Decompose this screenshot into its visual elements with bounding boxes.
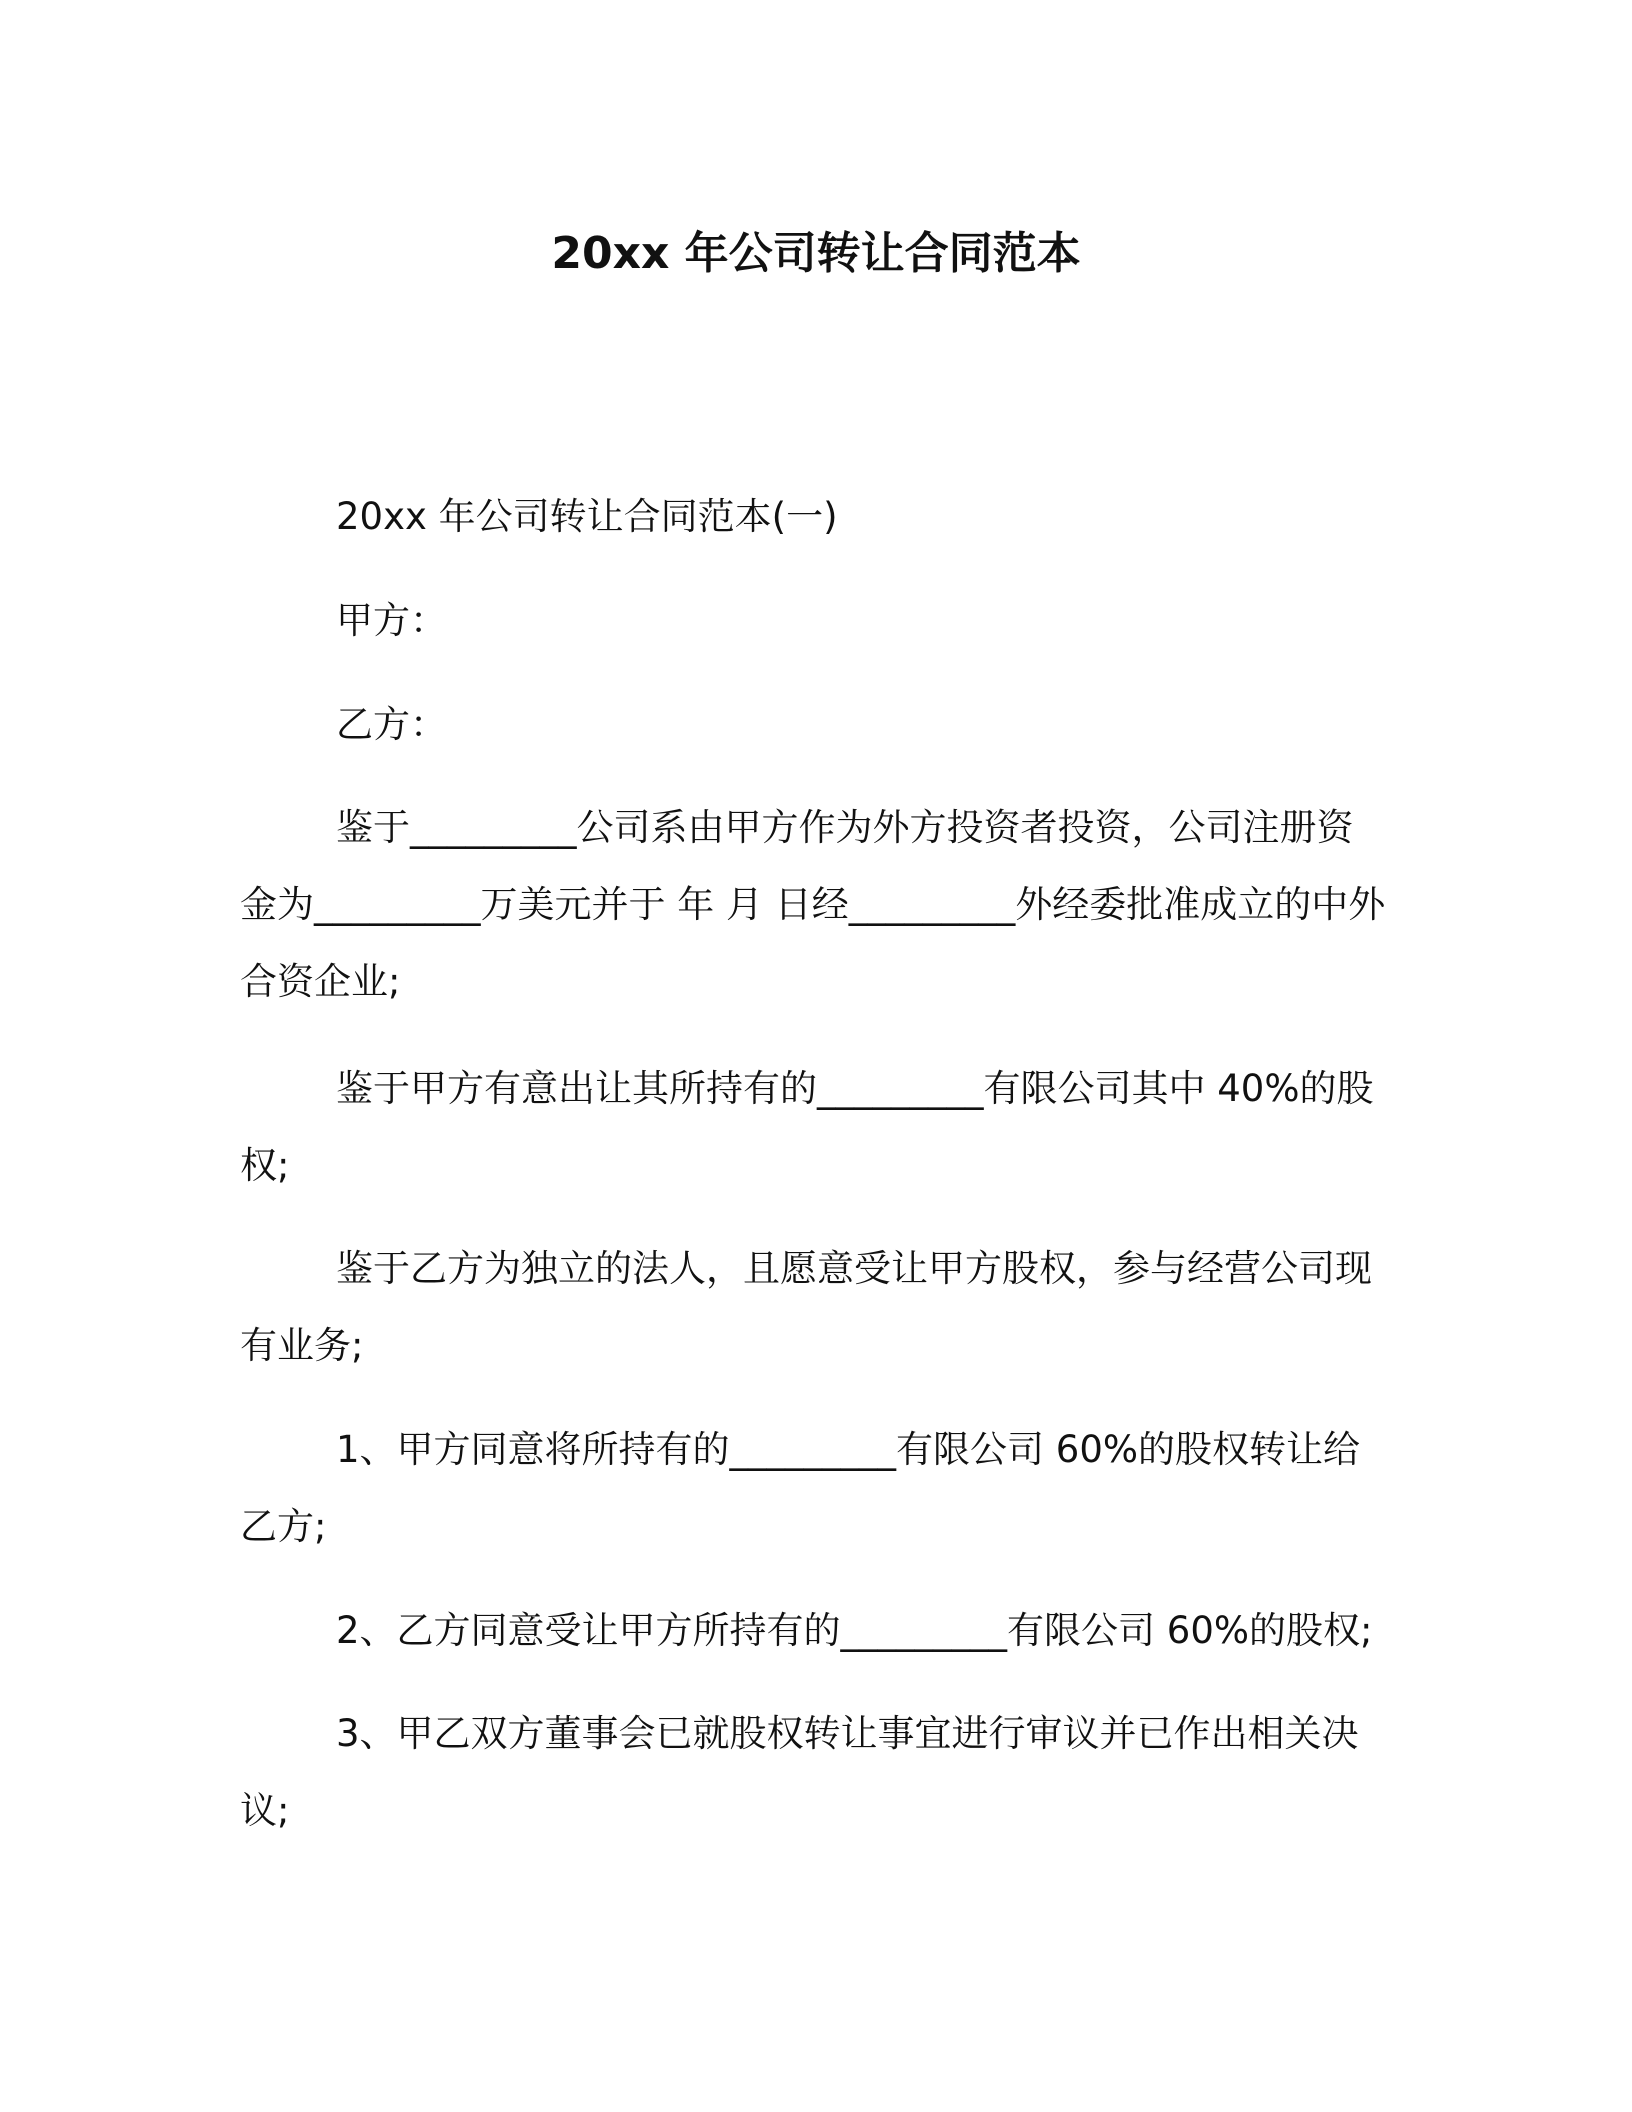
document-title: 20xx 年公司转让合同范本 [551,228,1081,279]
clause-1: 1、甲方同意将所持有的_________有限公司 60%的股权转让给乙方; [240,1428,1361,1548]
clause-3: 3、甲乙双方董事会已就股权转让事宜进行审议并已作出相关决议; [240,1712,1359,1832]
recital-paragraph-1: 鉴于_________公司系由甲方作为外方投资者投资，公司注册资金为_________万美元并于 年 月 日经_________外经委批准成立的中外合资企业; [240,806,1386,1003]
party-b-line: 乙方： [336,703,447,746]
contract-subtitle: 20xx 年公司转让合同范本(一) [336,495,838,538]
clause-2: 2、乙方同意受让甲方所持有的_________有限公司 60%的股权; [336,1609,1373,1652]
party-a-line: 甲方： [336,599,447,642]
recital-paragraph-2: 鉴于甲方有意出让其所持有的_________有限公司其中 40%的股权; [240,1067,1374,1187]
recital-paragraph-3: 鉴于乙方为独立的法人，且愿意受让甲方股权，参与经营公司现有业务; [240,1247,1372,1367]
